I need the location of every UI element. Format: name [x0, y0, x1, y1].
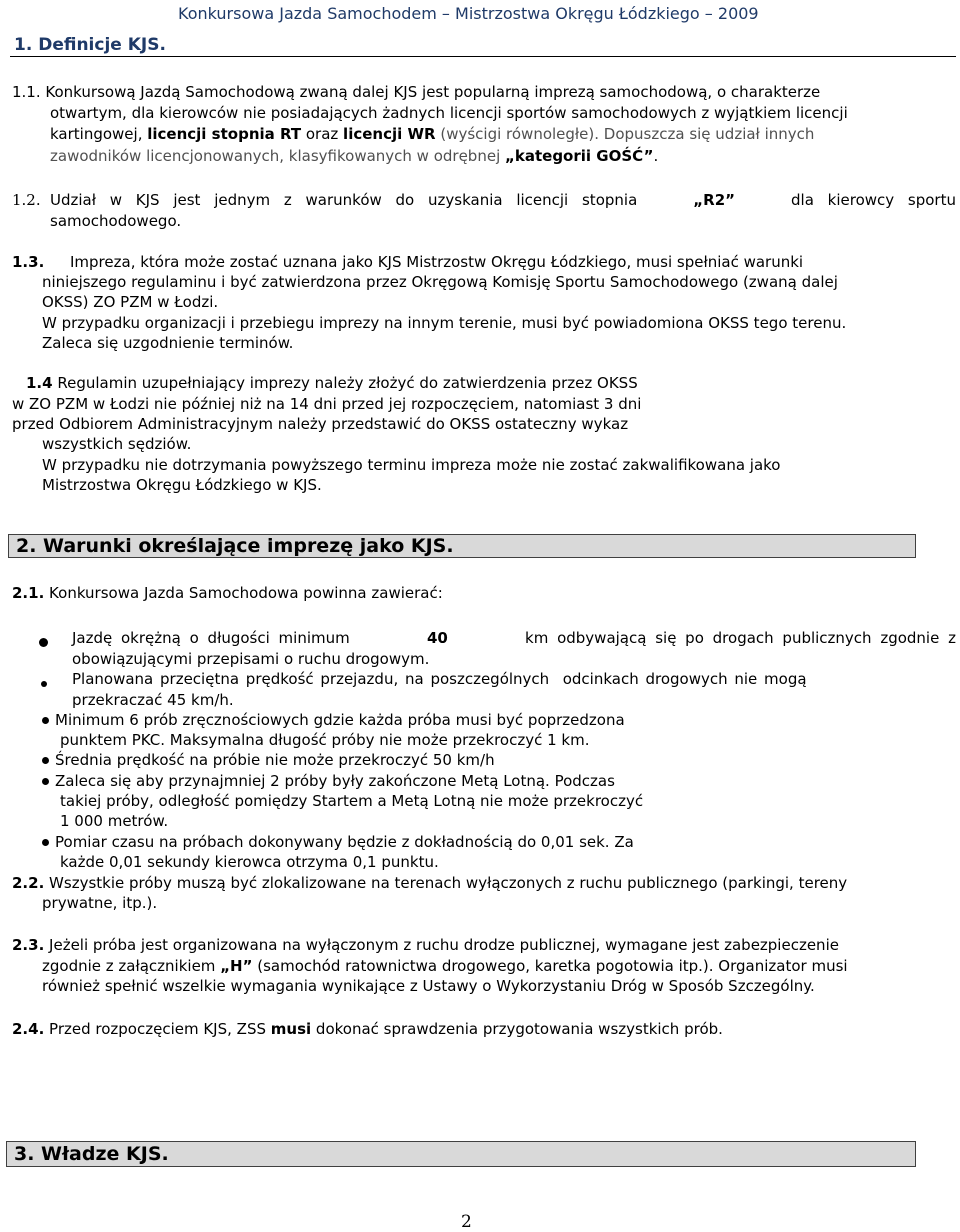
- section-2-heading: [8, 534, 916, 558]
- list-item: [42, 750, 495, 771]
- paragraph-1-2: [12, 190, 41, 211]
- paragraph-line: Konkursowa Jazda Samochodowa powinna zawierać:: [44, 584, 443, 602]
- list-item-line: punktem PKC. Maksymalna długość próby nie może przekroczyć 1 km.: [60, 731, 590, 749]
- paragraph-line: Regulamin uzupełniający imprezy należy złożyć do zatwierdzenia przez OKSS: [52, 374, 638, 392]
- list-item: [42, 771, 615, 792]
- section-3-heading: [6, 1141, 916, 1167]
- bullet-icon: [42, 778, 49, 785]
- running-header: Konkursowa Jazda Samochodem – Mistrzostwa Okręgu Łódzkiego – 2009: [178, 4, 759, 23]
- text-fragment-bold: „R2”: [693, 191, 735, 209]
- paragraph-2-3: [12, 935, 839, 956]
- paragraph-2-2: [12, 873, 847, 894]
- paragraph-line: Jeżeli próba jest organizowana na wyłączonym z ruchu drodze publicznej, wymagane jest zabezpieczenie: [44, 936, 839, 954]
- paragraph-number: 4: [42, 374, 53, 392]
- paragraph-number: 1.: [26, 374, 43, 392]
- paragraph-line: wszystkich sędziów.: [42, 435, 192, 453]
- paragraph-line: Wszystkie próby muszą być zlokalizowane na terenach wyłączonych z ruchu publicznego (parkingi, tereny: [44, 874, 848, 892]
- paragraph-line: [42, 956, 848, 977]
- paragraph-line: Zaleca się uzgodnienie terminów.: [42, 334, 294, 352]
- paragraph-line: W przypadku organizacji i przebiegu imprezy na innym terenie, musi być powiadomiona OKSS tego terenu.: [42, 314, 847, 332]
- text-fragment-bold: licencji stopnia RT: [147, 125, 302, 143]
- paragraph-line: W przypadku nie dotrzymania powyższego terminu impreza może nie zostać zakwalifikowana jako: [42, 456, 781, 474]
- paragraph-line: niniejszego regulaminu i być zatwierdzona przez Okręgową Komisję Sportu Samochodowego (zwaną dalej: [42, 273, 838, 291]
- paragraph-number: 2.1.: [12, 584, 45, 602]
- paragraph-line: również spełnić wszelkie wymagania wynikające z Ustawy o Wykorzystaniu Dróg w Sposób Szczególny.: [42, 977, 815, 995]
- text-fragment-bold: 40: [426, 629, 448, 647]
- section-2-title: 2. Warunki określające imprezę jako KJS.: [16, 535, 454, 557]
- text-fragment: Przed rozpoczęciem KJS, ZSS: [44, 1020, 271, 1038]
- paragraph-1-3: [12, 252, 44, 273]
- section-1-title: 1. Definicje KJS.: [14, 35, 166, 55]
- text-fragment: zgodnie z załącznikiem: [42, 957, 221, 975]
- text-fragment: Średnia prędkość na próbie nie może przekroczyć 50 km/h: [55, 751, 495, 769]
- paragraph-number: 2.3.: [12, 936, 45, 954]
- page-number: 2: [461, 1212, 472, 1232]
- text-fragment: oraz: [301, 125, 344, 143]
- paragraph-number: 1.1.: [12, 83, 41, 101]
- text-fragment: (samochód ratownictwa drogowego, karetka pogotowia itp.). Organizator musi: [252, 957, 848, 975]
- text-fragment: Pomiar czasu na próbach dokonywany będzie z dokładnością do 0,01 sek. Za: [55, 833, 634, 851]
- paragraph-line: Konkursową Jazdą Samochodową zwaną dalej KJS jest popularną imprezą samochodową, o charakterze: [45, 83, 821, 101]
- text-fragment: dla kierowcy sportu: [791, 191, 956, 209]
- paragraph-1-4: [26, 373, 638, 394]
- paragraph-number: 2.4.: [12, 1020, 45, 1038]
- text-fragment-bold: licencji WR: [343, 125, 436, 143]
- bullet-icon: [42, 717, 49, 724]
- list-item-line: takiej próby, odległość pomiędzy Startem a Metą Lotną nie może przekroczyć: [60, 792, 644, 810]
- text-fragment: kartingowej,: [50, 125, 148, 143]
- bullet-icon: [39, 633, 54, 652]
- text-fragment-bold: musi: [270, 1020, 312, 1038]
- bullet-icon: [42, 757, 49, 764]
- paragraph-2-4: [12, 1019, 723, 1040]
- paragraph-line: przed Odbiorem Administracyjnym należy przedstawić do OKSS ostateczny wykaz: [12, 415, 629, 433]
- paragraph-line: [50, 190, 956, 211]
- list-item-line: obowiązującymi przepisami o ruchu drogowym.: [72, 650, 430, 668]
- text-fragment: km odbywającą się po drogach publicznych zgodnie z: [525, 629, 956, 647]
- paragraph-line: prywatne, itp.).: [42, 894, 158, 912]
- paragraph-line: OKSS) ZO PZM w Łodzi.: [42, 293, 219, 311]
- paragraph-line: Mistrzostwa Okręgu Łódzkiego w KJS.: [42, 476, 322, 494]
- text-fragment-bold: „kategorii GOŚĆ”: [505, 147, 654, 165]
- list-item-line: 1 000 metrów.: [60, 812, 169, 830]
- list-item: Planowana przeciętna prędkość przejazdu, na poszczególnych odcinkach drogowych nie mogą: [72, 670, 807, 688]
- text-fragment: .: [653, 147, 659, 165]
- paragraph-number: 1.2.: [12, 191, 41, 209]
- bullet-icon: [42, 839, 49, 846]
- text-fragment: Dopuszcza się udział innych: [603, 125, 815, 143]
- bullet-icon: [41, 673, 53, 692]
- text-fragment: Zaleca się aby przynajmniej 2 próby były zakończone Metą Lotną. Podczas: [55, 772, 615, 790]
- paragraph-1-1: [12, 82, 957, 103]
- text-fragment: zawodników licencjonowanych, klasyfikowanych w odrębnej: [50, 147, 506, 165]
- list-item: [42, 710, 625, 731]
- header-rule: [10, 56, 956, 57]
- list-item: [72, 628, 956, 649]
- section-3-title: 3. Władze KJS.: [14, 1143, 169, 1165]
- text-fragment: (wyścigi równoległe).: [435, 125, 604, 143]
- text-fragment: Minimum 6 prób zręcznościowych gdzie każda próba musi być poprzedzona: [55, 711, 625, 729]
- paragraph-line: w ZO PZM w Łodzi nie później niż na 14 dni przed jej rozpoczęciem, natomiast 3 dni: [12, 395, 642, 413]
- paragraph-line: Impreza, która może zostać uznana jako KJS Mistrzostw Okręgu Łódzkiego, musi spełniać warunki: [70, 253, 804, 271]
- text-fragment: Udział w KJS jest jednym z warunków do uzyskania licencji stopnia: [50, 191, 638, 209]
- paragraph-line: [50, 124, 814, 145]
- paragraph-line: samochodowego.: [50, 212, 182, 230]
- list-item-line: przekraczać 45 km/h.: [72, 691, 234, 709]
- paragraph-number: 2.2.: [12, 874, 45, 892]
- text-fragment: dokonać sprawdzenia przygotowania wszystkich prób.: [311, 1020, 723, 1038]
- text-fragment: Jazdę okrężną o długości minimum: [72, 629, 350, 647]
- paragraph-line: otwartym, dla kierowców nie posiadających żadnych licencji sportów samochodowych z wyjątkiem licencji: [50, 104, 848, 122]
- text-fragment-bold: „H”: [220, 957, 253, 975]
- list-item-line: każde 0,01 sekundy kierowca otrzyma 0,1 punktu.: [60, 853, 439, 871]
- list-item: [42, 832, 634, 853]
- paragraph-2-1: [12, 583, 443, 604]
- paragraph-number: 1.3.: [12, 253, 45, 271]
- paragraph-line: [50, 146, 658, 167]
